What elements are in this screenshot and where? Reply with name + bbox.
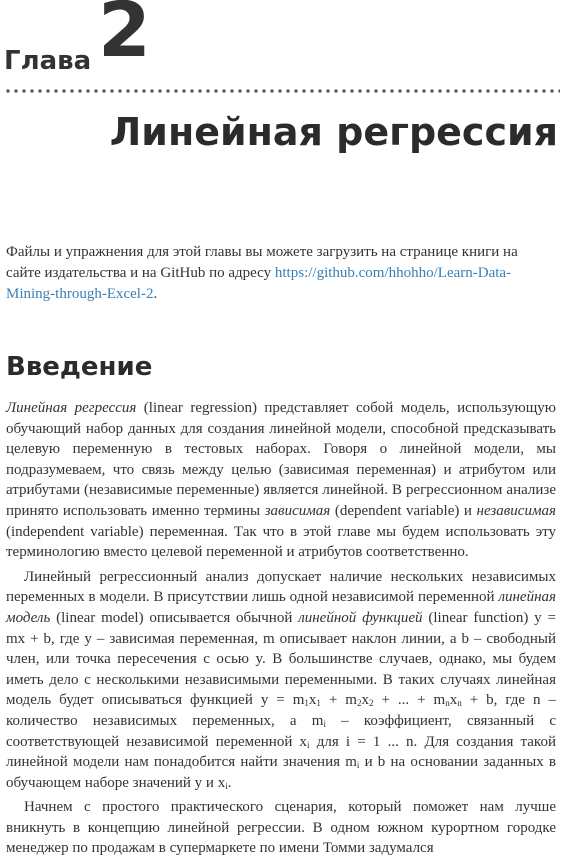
subscript: n bbox=[457, 698, 462, 709]
subscript: 2 bbox=[368, 698, 374, 709]
subscript: n bbox=[445, 698, 450, 709]
intro-paragraph bbox=[6, 242, 556, 305]
chapter-header bbox=[4, 0, 562, 88]
text-run: (dependent variable) и bbox=[330, 502, 477, 519]
paragraph-3 bbox=[6, 797, 556, 859]
text-run: . bbox=[227, 774, 232, 791]
subscript: i bbox=[225, 780, 228, 791]
text-run: x bbox=[449, 692, 458, 709]
text-run: и b на основании заданных в обучающем наборе значений y и x bbox=[6, 754, 556, 791]
text-run: x bbox=[308, 692, 317, 709]
subscript: i bbox=[356, 760, 360, 771]
paragraph-2 bbox=[6, 567, 556, 794]
text-run: + b, где n – количество независимых переменных, а m bbox=[6, 692, 556, 729]
paragraph-1 bbox=[6, 398, 556, 563]
subscript: i bbox=[307, 739, 310, 750]
subscript: 1 bbox=[304, 698, 309, 709]
text-run: (linear regression) представляет собой модель, использующую обучающий набор данных для создания линейной модели, способной предсказывать целевую переменную в тестовых наборах. Говоря о линейной модели, мы подразумеваем, что связь между целью (зависимая переменная) и атрибутом или атрибутами (независимые переменные) является линейной. В регрессионном анализе принято использовать именно термины bbox=[6, 400, 556, 519]
term-linear-function: линейной функцией bbox=[298, 609, 423, 626]
text-run: для i = 1 ... n. Для создания такой линейной модели нам понадобится найти значения m bbox=[6, 733, 556, 771]
text-run: Начнем с простого практического сценария, который поможет нам лучше вникнуть в концепцию линейной регрессии. В одном южном курортном городке менеджер по продажам в супермаркете по имени Томми задумался bbox=[6, 799, 556, 857]
term-linear-model: линейная модель bbox=[6, 589, 556, 626]
github-link[interactable]: https://github.com/hhohho/Learn-Data-Mining-through-Excel-2 bbox=[6, 265, 512, 302]
intro-end: . bbox=[153, 286, 158, 302]
subscript: 2 bbox=[356, 698, 362, 709]
term-independent: независимая bbox=[476, 502, 556, 519]
chapter-title: Линейная регрессия bbox=[109, 110, 558, 154]
text-run: (linear function) y = mx + b, где y – зависимая переменная, m описывает наклон линии, а b – свободный член, или точка пересечения с осью y. В большинстве случаев, однако, мы будем иметь дело с несколькими независимыми переменными. В таких случаях линейная модель будет описываться функцией y = m bbox=[6, 609, 556, 709]
text-run: (independent variable) переменная. Так что в этой главе мы будем использовать эту терминологию вместо целевой переменной и атрибутов соответственно. bbox=[6, 523, 556, 561]
text-run: + m bbox=[320, 692, 357, 709]
body-text bbox=[6, 398, 556, 859]
text-run: (linear model) описывается обычной bbox=[50, 609, 299, 626]
term-linear-regression: Линейная регрессия bbox=[6, 400, 137, 416]
section-heading: Введение bbox=[6, 352, 153, 382]
text-run: + ... + m bbox=[373, 692, 446, 709]
text-run: – коэффициент, связанный с соответствующей независимой переменной x bbox=[6, 712, 556, 750]
subscript: 1 bbox=[316, 698, 321, 709]
chapter-number: 2 bbox=[98, 0, 151, 74]
chapter-word: Глава bbox=[4, 46, 92, 76]
text-run: Линейный регрессионный анализ допускает наличие нескольких независимых переменных в модели. В присутствии лишь одной независимой переменной bbox=[6, 568, 556, 606]
term-dependent: зависимая bbox=[264, 502, 331, 519]
subscript: i bbox=[323, 718, 326, 729]
dotted-divider bbox=[4, 88, 560, 94]
intro-text: Файлы и упражнения для этой главы вы можете загрузить на странице книги на сайте издательства и на GitHub по адресу bbox=[6, 244, 518, 281]
text-run: x bbox=[361, 692, 369, 709]
